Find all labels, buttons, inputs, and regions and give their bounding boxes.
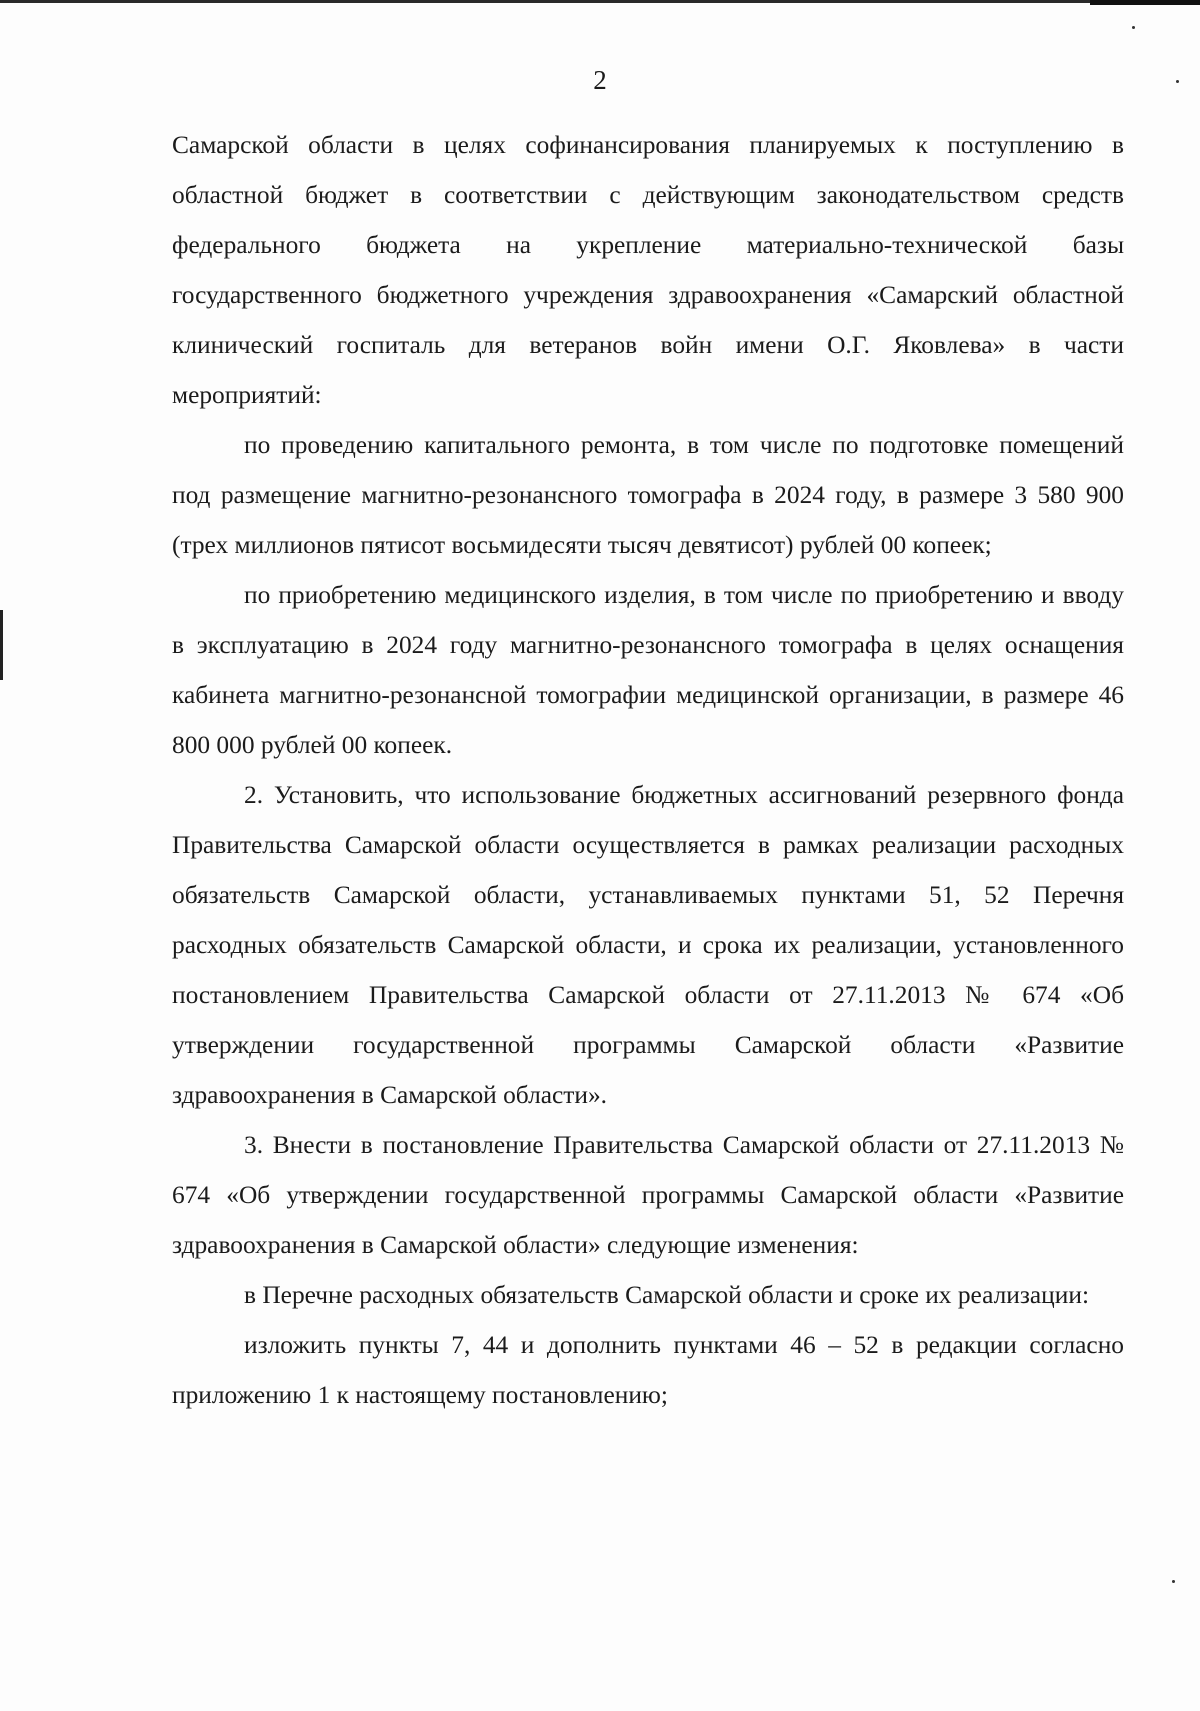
paragraph-amend-points: изложить пункты 7, 44 и дополнить пунктами 46 – 52 в редакции согласно приложению 1 к настоящему постановлению;	[172, 1331, 1124, 1409]
scan-top-border	[0, 0, 1200, 3]
scan-speck	[1172, 1580, 1175, 1583]
paragraph-capital-repair: по проведению капитального ремонта, в том числе по подготовке помещений под размещение магнитно-резонансного томографа в 2024 году, в размере 3 580 900 (трех миллионов пятисот восьмидесяти тысяч девятисот) рублей 00 копеек;	[172, 431, 1124, 559]
paragraph-continuation: Самарской области в целях софинансирования планируемых к поступлению в областной бюджет в соответствии с действующим законодательством средств федерального бюджета на укрепление материально-технической базы государственного бюджетного учреждения здравоохранения «Самарский областной клинический госпиталь для ветеранов войн имени О.Г. Яковлева» в части мероприятий:	[172, 131, 1124, 409]
paragraph-obligations-list: в Перечне расходных обязательств Самарской области и сроке их реализации:	[244, 1281, 1089, 1309]
paragraph-item-3: 3. Внести в постановление Правительства Самарской области от 27.11.2013 № 674 «Об утверждении государственной программы Самарской области «Развитие здравоохранения в Самарской области» следующие изменения:	[172, 1131, 1124, 1259]
paragraph-item-2: 2. Установить, что использование бюджетных ассигнований резервного фонда Правительства Самарской области осуществляется в рамках реализации расходных обязательств Самарской области, устанавливаемых пунктами 51, 52 Перечня расходных обязательств Самарской области, и срока их реализации, установленного постановлением Правительства Самарской области от 27.11.2013 № 674 «Об утверждении государственной программы Самарской области «Развитие здравоохранения в Самарской области».	[172, 781, 1124, 1109]
scan-left-edge-mark	[0, 610, 3, 680]
page-number: 2	[593, 65, 607, 95]
document-body	[172, 120, 1124, 1420]
paragraph-medical-device: по приобретению медицинского изделия, в том числе по приобретению и вводу в эксплуатацию в 2024 году магнитно-резонансного томографа в целях оснащения кабинета магнитно-резонансной томографии медицинской организации, в размере 46 800 000 рублей 00 копеек.	[172, 581, 1124, 759]
scan-top-right-mark	[1090, 0, 1200, 5]
scan-speck	[1132, 26, 1135, 29]
